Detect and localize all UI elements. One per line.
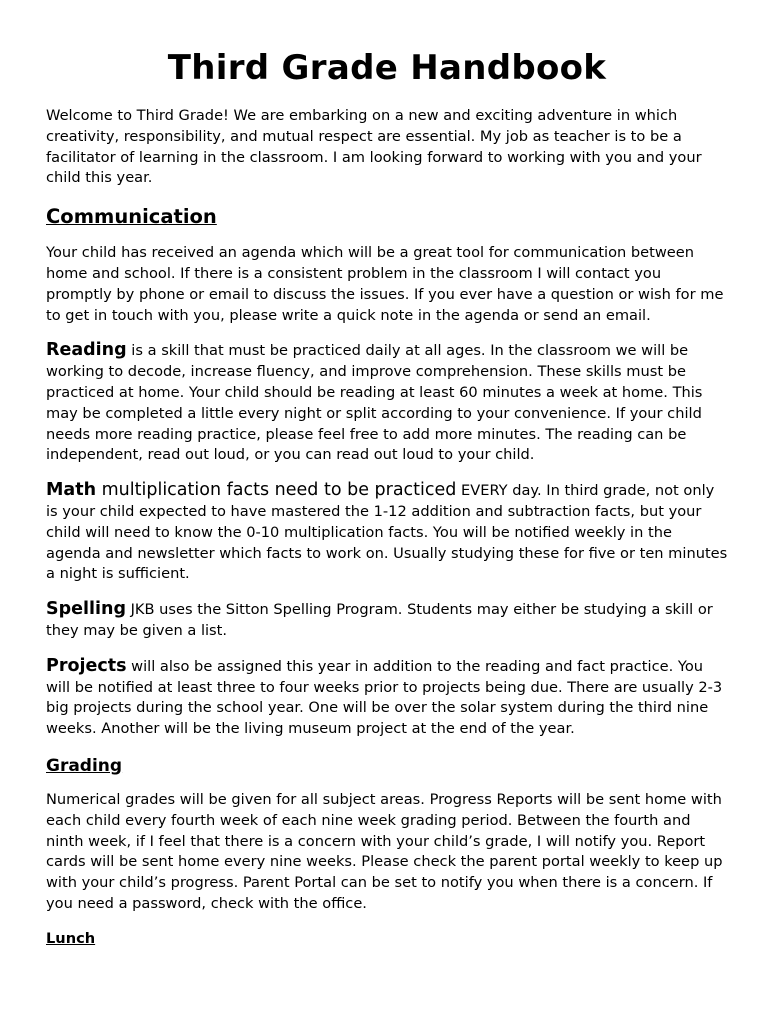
spelling-paragraph [46, 599, 728, 642]
reading-text: is a skill that must be practiced daily at all ages. In the classroom we will be working to decode, increase fluency, and improve comprehension. These skills must be practiced at home. Your child should be reading at least 60 minutes a week at home. This may be completed a little every night or split according to your convenience. If your child needs more reading practice, please feel free to add more minutes. The reading can be independent, read out loud, or you can read out loud to your child. [46, 342, 703, 464]
math-lead: Math [46, 480, 97, 501]
grading-heading: Grading [46, 755, 123, 776]
math-lead-continued: multiplication facts need to be practiced [96, 480, 457, 501]
communication-paragraph: Your child has received an agenda which will be a great tool for communication between home and school. If there is a consistent problem in the classroom I will contact you promptly by phone or email to discuss the issues. If you ever have a question or wish for me to get in touch with you, please write a quick note in the agenda or send an email. [46, 244, 724, 324]
projects-text: will also be assigned this year in addition to the reading and fact practice. You will be notified at least three to four weeks prior to projects being due. There are usually 2-3 big projects during the school year. One will be over the solar system during the third nine weeks. Another will be the living museum project at the end of the year. [46, 657, 723, 738]
projects-lead: Projects [46, 655, 127, 676]
document-page [46, 44, 728, 957]
spelling-lead: Spelling [46, 599, 126, 620]
math-paragraph [46, 480, 728, 585]
intro-paragraph: Welcome to Third Grade! We are embarking on a new and exciting adventure in which creativity, responsibility, and mutual respect are essential. My job as teacher is to be a facilitator of learning in the classroom. I am looking forward to working with you and your child this year. [46, 107, 702, 187]
lunch-heading: Lunch [46, 929, 96, 947]
spelling-text: JKB uses the Sitton Spelling Program. Students may either be studying a skill or they may be given a list. [46, 601, 713, 639]
reading-lead: Reading [46, 340, 127, 361]
page-title: Third Grade Handbook [167, 48, 607, 88]
projects-paragraph [46, 656, 728, 740]
communication-heading: Communication [46, 205, 217, 229]
math-text: EVERY day. In third grade, not only is your child expected to have mastered the 1-12 addition and subtraction facts, but your child will need to know the 0-10 multiplication facts. You will be notified weekly in the agenda and newsletter which facts to work on. Usually studying these for five or ten minutes a night is sufficient. [46, 482, 728, 583]
reading-paragraph [46, 340, 728, 466]
grading-paragraph: Numerical grades will be given for all subject areas. Progress Reports will be sent home with each child every fourth week of each nine week grading period. Between the fourth and ninth week, if I feel that there is a concern with your child’s grade, I will notify you. Report cards will be sent home every nine weeks. Please check the parent portal weekly to keep up with your child’s progress. Parent Portal can be set to notify you when there is a concern. If you need a password, check with the office. [46, 790, 723, 912]
